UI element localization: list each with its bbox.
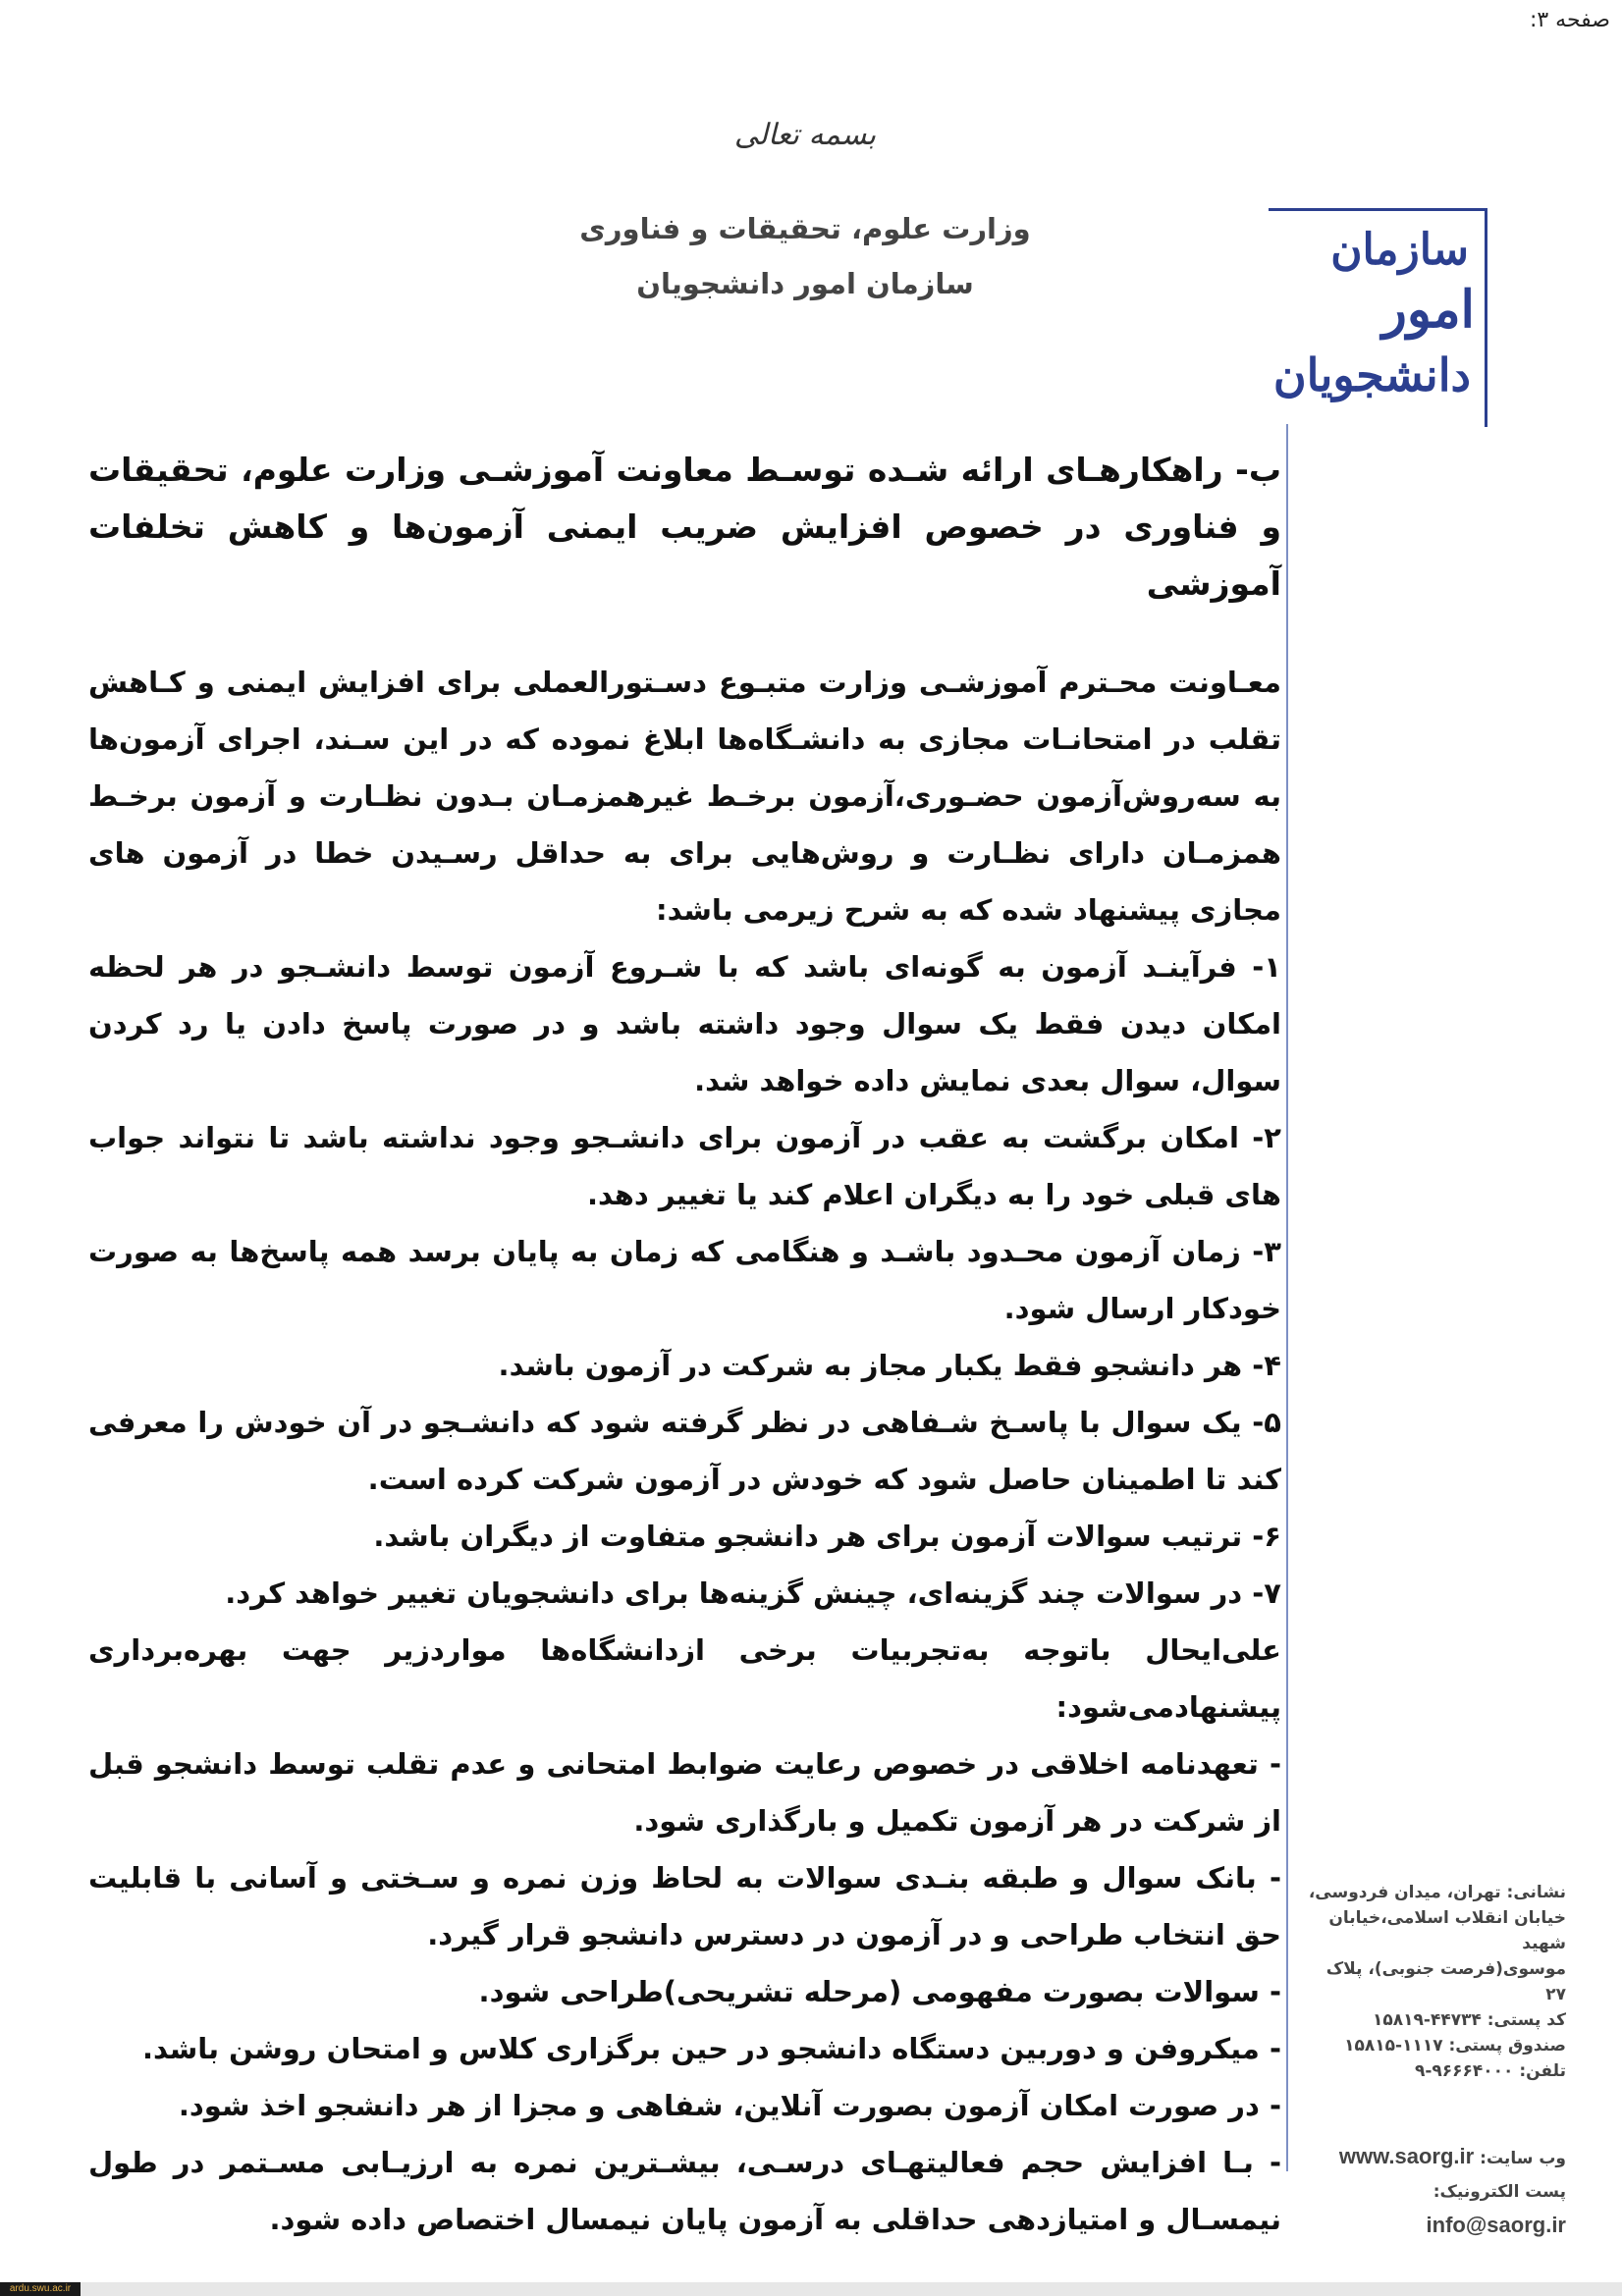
- list-item: ۷- در سوالات چند گزینه‌ای، چینش گزینه‌ها برای دانشجویان تغییر خواهد کرد.: [225, 1576, 1281, 1610]
- organization-logo: [1269, 208, 1487, 427]
- list-item: ۵- یک سوال با پاسـخ شـفاهی در نظر گرفته شود که دانشـجو در آن خودش را معرفی کند تا اطمینان حاصل شود که خودش در آزمون شرکت کرده است.: [88, 1406, 1281, 1496]
- source-link[interactable]: ardu.swu.ac.ir: [0, 2282, 81, 2296]
- website-row: [1301, 2140, 1566, 2175]
- email-label: پست الکترونیک:: [1433, 2182, 1566, 2202]
- contact-web: [1301, 2140, 1566, 2244]
- website-label: وب سایت:: [1480, 2149, 1566, 2168]
- postal-code: کد پستی: ۴۴۷۳۴-۱۵۸۱۹: [1372, 2010, 1566, 2030]
- logo-line-3: دانشجویان: [1272, 348, 1471, 401]
- list-item: ۳- زمان آزمون محـدود باشـد و هنگامی که زمان به پایان برسد همه پاسخ‌ها به صورت خودکار ارسال شود.: [88, 1235, 1281, 1325]
- address-line: نشانی: تهران، میدان فردوسی،: [1308, 1883, 1566, 1902]
- intro-paragraph: معـاونت محـترم آموزشـی وزارت متبـوع دسـتورالعملی برای افزایش ایمنی و کـاهش تقلب در امتحانـات مجازی به دانشـگاه‌ها ابلاغ نموده که در این سـند، اجرای آزمون‌ها به سه‌روش‌آزمون حضـوری،آزمون برخـط غیرهمزمـان بـدون نظـارت و آزمون برخـط همزمـان دارای نظـارت و روش‌هایی برای به حداقل رسـیدن خطا در آزمون های مجازی پیشنهاد شده که به شرح زیرمی باشد:: [88, 666, 1281, 927]
- vertical-divider: [1286, 424, 1288, 2171]
- page-number: صفحه ۳:: [1529, 8, 1610, 32]
- website-link[interactable]: www.saorg.ir: [1338, 2144, 1475, 2168]
- address-line: موسوی(فرصت جنوبی)، پلاک ۲۷: [1325, 1959, 1566, 2004]
- recommendations-intro: علی‌ایحال باتوجه به‌تجربیات برخی ازدانشگاه‌ها مواردزیر جهت بهره‌برداری پیشنهادمی‌شود:: [88, 1633, 1281, 1724]
- email-link[interactable]: info@saorg.ir: [1426, 2213, 1566, 2237]
- bismillah: بسمه تعالی: [733, 118, 877, 152]
- letterhead: [550, 118, 1060, 311]
- phone: تلفن: ۹۶۶۶۴۰۰۰-۹: [1414, 2061, 1566, 2081]
- list-item: - در صورت امکان آزمون بصورت آنلاین، شفاهی و مجزا از هر دانشجو اخذ شود.: [178, 2089, 1281, 2122]
- po-box: صندوق پستی: ۱۱۱۷-۱۵۸۱۵: [1344, 2036, 1566, 2056]
- logo-line-1: سازمان: [1330, 225, 1469, 275]
- organization-name: سازمان امور دانشجویان: [636, 267, 974, 300]
- list-item: ۲- امکان برگشت به عقب در آزمون برای دانشـجو وجود نداشته باشد تا نتواند جواب های قبلی خود را به دیگران اعلام کند یا تغییر دهد.: [88, 1121, 1281, 1211]
- contact-address: [1301, 1880, 1566, 2084]
- list-item: - سوالات بصورت مفهومی (مرحله تشریحی)طراحی شود.: [478, 1975, 1281, 2008]
- address-line: خیابان انقلاب اسلامی،خیابان شهید: [1328, 1908, 1566, 1953]
- logo-line-2: امور: [1381, 280, 1475, 340]
- list-item: ۱- فرآینـد آزمون به گونه‌ای باشد که با شـروع آزمون توسط دانشـجو در هر لحظه امکان دیدن فقط یک سوال وجود داشته باشد و در صورت پاسخ دادن یا رد کردن سوال، سوال بعدی نمایش داده خواهد شد.: [88, 950, 1281, 1097]
- document-body: [88, 442, 1281, 2248]
- section-heading: ب- راهکارهـای ارائه شـده توسـط معاونت آموزشـی وزارت علوم، تحقیقات و فناوری در خصوص افزایش ضریب ایمنی آزمون‌ها و کاهش تخلفات آموزشی: [88, 451, 1281, 603]
- email-row: [1301, 2175, 1566, 2244]
- list-item: ۴- هر دانشجو فقط یکبار مجاز به شرکت در آزمون باشد.: [498, 1349, 1281, 1382]
- list-item: - بانک سوال و طبقه بنـدی سوالات به لحاظ وزن نمره و سـختی و آسانی با قابلیت حق انتخاب طراحی و در آزمون در دسترس دانشجو قرار گیرد.: [88, 1861, 1281, 1951]
- list-item: ۶- ترتیب سوالات آزمون برای هر دانشجو متفاوت از دیگران باشد.: [373, 1520, 1281, 1553]
- list-item: - بـا افزایش حجم فعالیتهـای درسـی، بیشـترین نمره به ارزیـابی مسـتمر در طول نیمسـال و امتیازدهی حداقلی به آزمون پایان نیمسال اختصاص داده شود.: [88, 2146, 1281, 2236]
- ministry-name: وزارت علوم، تحقیقات و فناوری: [579, 212, 1031, 245]
- list-item: - میکروفن و دوربین دستگاه دانشجو در حین برگزاری کلاس و امتحان روشن باشد.: [141, 2032, 1281, 2065]
- bottom-band: [0, 2282, 1622, 2296]
- list-item: - تعهدنامه اخلاقی در خصوص رعایت ضوابط امتحانی و عدم تقلب توسط دانشجو قبل از شرکت در هر آزمون تکمیل و بارگذاری شود.: [88, 1747, 1281, 1838]
